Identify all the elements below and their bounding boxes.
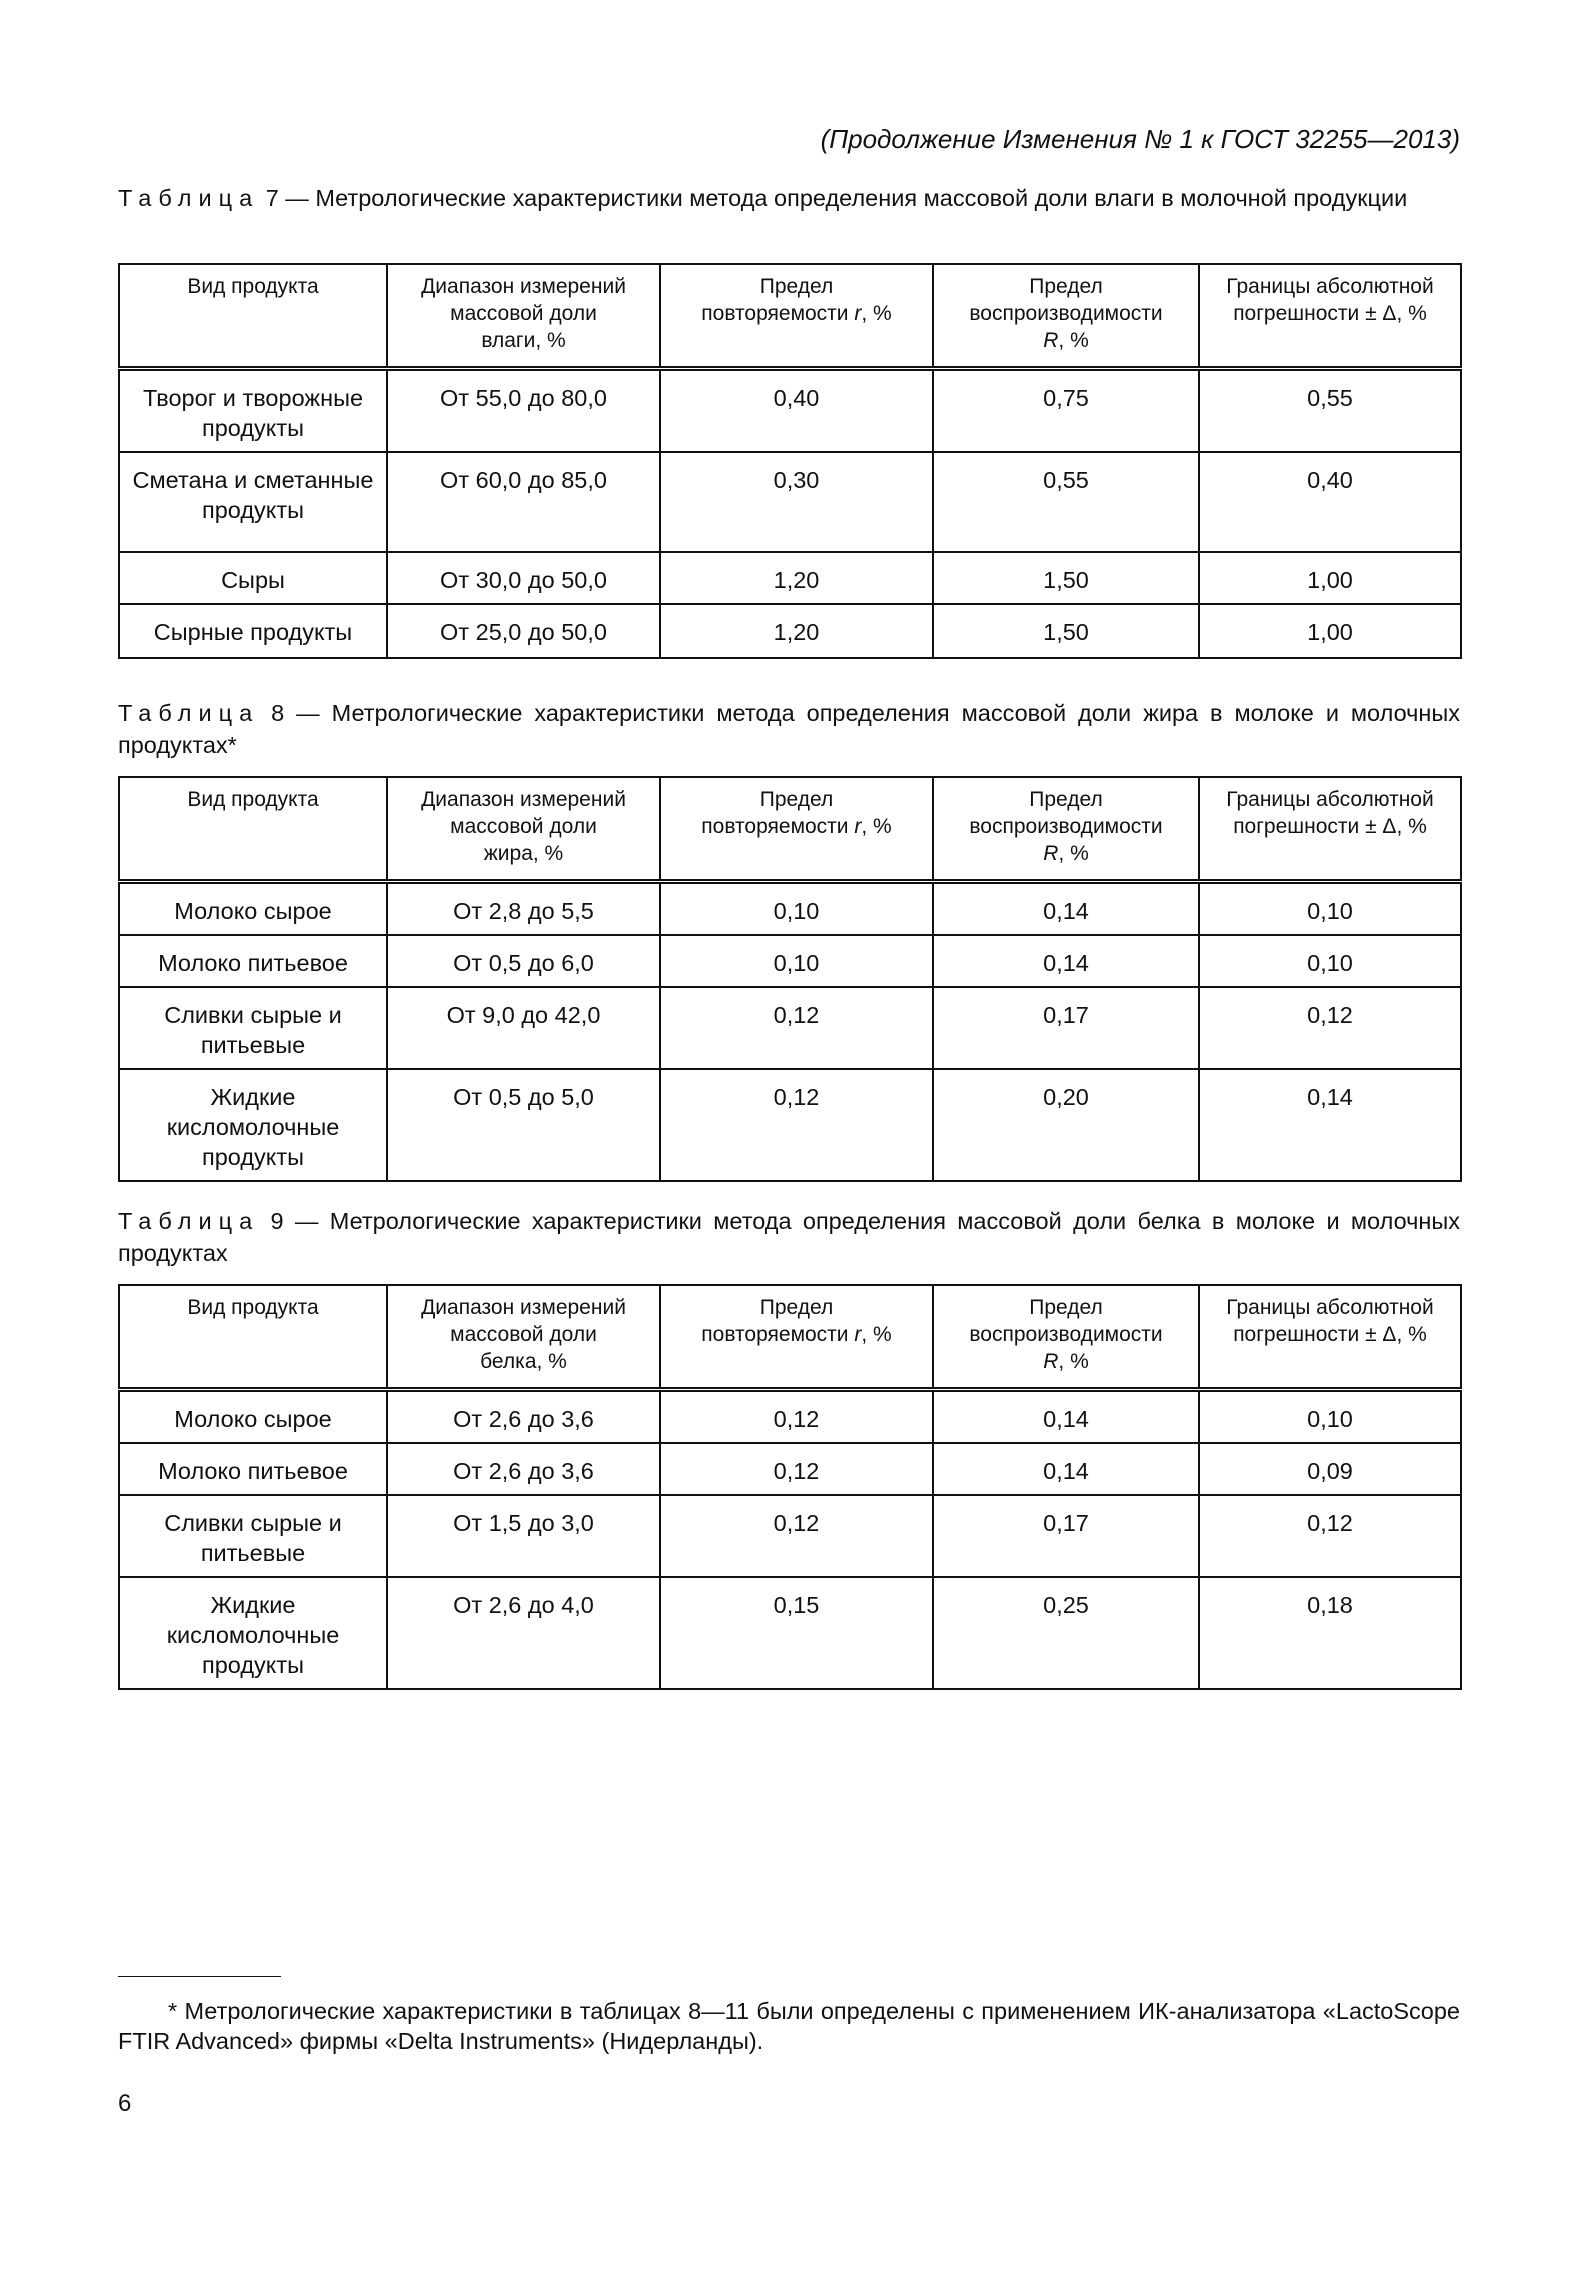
table9-header-row [119,1285,1461,1389]
table8-cell-repeatability: 0,10 [660,935,933,987]
table-row [119,552,1461,604]
table8-caption [118,697,1460,761]
table-row [119,1443,1461,1495]
table7-cell-range: От 55,0 до 80,0 [387,368,660,452]
table9-cell-range: От 2,6 до 3,6 [387,1443,660,1495]
table8-cell-error: 0,12 [1199,987,1461,1069]
table9-header-repeatability: Предел повторяемости r, % [660,1285,933,1389]
table7-cell-repeatability: 0,40 [660,368,933,452]
table9-caption [118,1205,1460,1269]
table7-cell-reproducibility: 1,50 [933,604,1199,658]
table9-cell-product: Молоко питьевое [119,1443,387,1495]
table8-cell-reproducibility: 0,20 [933,1069,1199,1181]
table9-cell-repeatability: 0,12 [660,1495,933,1577]
table7-header-error: Границы абсолютной погрешности ± Δ, % [1199,264,1461,368]
table9-cell-reproducibility: 0,17 [933,1495,1199,1577]
table9-cell-product: Жидкие кисломолочные продукты [119,1577,387,1689]
table9-header-range: Диапазон измерений массовой доли белка, % [387,1285,660,1389]
table8-cell-range: От 0,5 до 5,0 [387,1069,660,1181]
table8-cell-range: От 0,5 до 6,0 [387,935,660,987]
table7-cell-product: Сметана и сметанные продукты [119,452,387,552]
table9-cell-reproducibility: 0,14 [933,1389,1199,1443]
table9-cell-error: 0,09 [1199,1443,1461,1495]
table8-cell-range: От 2,8 до 5,5 [387,881,660,935]
table9-header-error: Границы абсолютной погрешности ± Δ, % [1199,1285,1461,1389]
table9-cell-product: Молоко сырое [119,1389,387,1443]
table-row [119,452,1461,552]
table7-header-repeatability: Предел повторяемости r, % [660,264,933,368]
footnote: * Метрологические характеристики в таблицах 8—11 были определены с применением ИК-анализатора «LactoScope FTIR Advanced» фирмы «Delta Instruments» (Нидерланды). [118,1998,1460,2054]
table7-header-reproducibility: Предел воспроизводимости R, % [933,264,1199,368]
table7-caption-label: Таблица [118,185,260,211]
footnote-divider [118,1976,281,1977]
table8-header-repeatability: Предел повторяемости r, % [660,777,933,881]
table8-cell-product: Сливки сырые и питьевые [119,987,387,1069]
table7-cell-range: От 60,0 до 85,0 [387,452,660,552]
table7-cell-error: 0,55 [1199,368,1461,452]
table-row [119,881,1461,935]
table9-cell-range: От 2,6 до 3,6 [387,1389,660,1443]
table8-cell-product: Молоко сырое [119,881,387,935]
table-row [119,1495,1461,1577]
table9-cell-range: От 1,5 до 3,0 [387,1495,660,1577]
table8-cell-product: Молоко питьевое [119,935,387,987]
table8-cell-product: Жидкие кисломолочные продукты [119,1069,387,1181]
page-number: 6 [118,2090,132,2117]
table9-header-reproducibility: Предел воспроизводимости R, % [933,1285,1199,1389]
table9-header-product: Вид продукта [119,1285,387,1389]
table7-caption-text: 7 — Метрологические характеристики метода определения массовой доли влаги в молочной продукции [265,185,1408,211]
table7-cell-range: От 25,0 до 50,0 [387,604,660,658]
table9-cell-reproducibility: 0,25 [933,1577,1199,1689]
table7-caption [118,182,1460,214]
table8-header-error: Границы абсолютной погрешности ± Δ, % [1199,777,1461,881]
table8-cell-repeatability: 0,10 [660,881,933,935]
table9-caption-label: Таблица [118,1208,260,1234]
table7-cell-product: Творог и творожные продукты [119,368,387,452]
table8 [118,776,1462,1182]
table8-header-reproducibility: Предел воспроизводимости R, % [933,777,1199,881]
table9-cell-repeatability: 0,15 [660,1577,933,1689]
table7-cell-reproducibility: 0,75 [933,368,1199,452]
table8-caption-label: Таблица [118,700,260,726]
table7-cell-repeatability: 1,20 [660,604,933,658]
table9-cell-reproducibility: 0,14 [933,1443,1199,1495]
table8-header-range: Диапазон измерений массовой доли жира, % [387,777,660,881]
table7-cell-reproducibility: 0,55 [933,452,1199,552]
table-row [119,1069,1461,1181]
table7-cell-product: Сырные продукты [119,604,387,658]
table7-header-product: Вид продукта [119,264,387,368]
table7-cell-repeatability: 1,20 [660,552,933,604]
table7 [118,263,1462,659]
table7-cell-range: От 30,0 до 50,0 [387,552,660,604]
table9-cell-error: 0,10 [1199,1389,1461,1443]
table7-cell-product: Сыры [119,552,387,604]
table7-cell-repeatability: 0,30 [660,452,933,552]
table9-caption-text: 9 — Метрологические характеристики метода определения массовой доли белка в молоке и молочных продуктах [118,1208,1461,1266]
table-row [119,604,1461,658]
table8-cell-range: От 9,0 до 42,0 [387,987,660,1069]
table9-cell-repeatability: 0,12 [660,1443,933,1495]
table-row [119,1389,1461,1443]
table8-caption-text: 8 — Метрологические характеристики метода определения массовой доли жира в молоке и молочных продуктах* [118,700,1461,758]
table7-header-row [119,264,1461,368]
table8-cell-repeatability: 0,12 [660,1069,933,1181]
table9-cell-product: Сливки сырые и питьевые [119,1495,387,1577]
table7-header-range: Диапазон измерений массовой доли влаги, % [387,264,660,368]
table8-cell-repeatability: 0,12 [660,987,933,1069]
table9-cell-error: 0,18 [1199,1577,1461,1689]
table8-cell-error: 0,10 [1199,935,1461,987]
table7-cell-error: 1,00 [1199,604,1461,658]
table8-header-product: Вид продукта [119,777,387,881]
table8-cell-reproducibility: 0,17 [933,987,1199,1069]
table-row [119,935,1461,987]
table9-cell-error: 0,12 [1199,1495,1461,1577]
table-row [119,987,1461,1069]
table8-cell-reproducibility: 0,14 [933,935,1199,987]
page-header: (Продолжение Изменения № 1 к ГОСТ 32255—2013) [820,124,1460,154]
table7-cell-reproducibility: 1,50 [933,552,1199,604]
table9-cell-range: От 2,6 до 4,0 [387,1577,660,1689]
table8-cell-error: 0,14 [1199,1069,1461,1181]
table-row [119,368,1461,452]
table9-cell-repeatability: 0,12 [660,1389,933,1443]
table9 [118,1284,1462,1690]
table8-cell-error: 0,10 [1199,881,1461,935]
table8-header-row [119,777,1461,881]
table-row [119,1577,1461,1689]
table8-cell-reproducibility: 0,14 [933,881,1199,935]
table7-cell-error: 0,40 [1199,452,1461,552]
table7-cell-error: 1,00 [1199,552,1461,604]
